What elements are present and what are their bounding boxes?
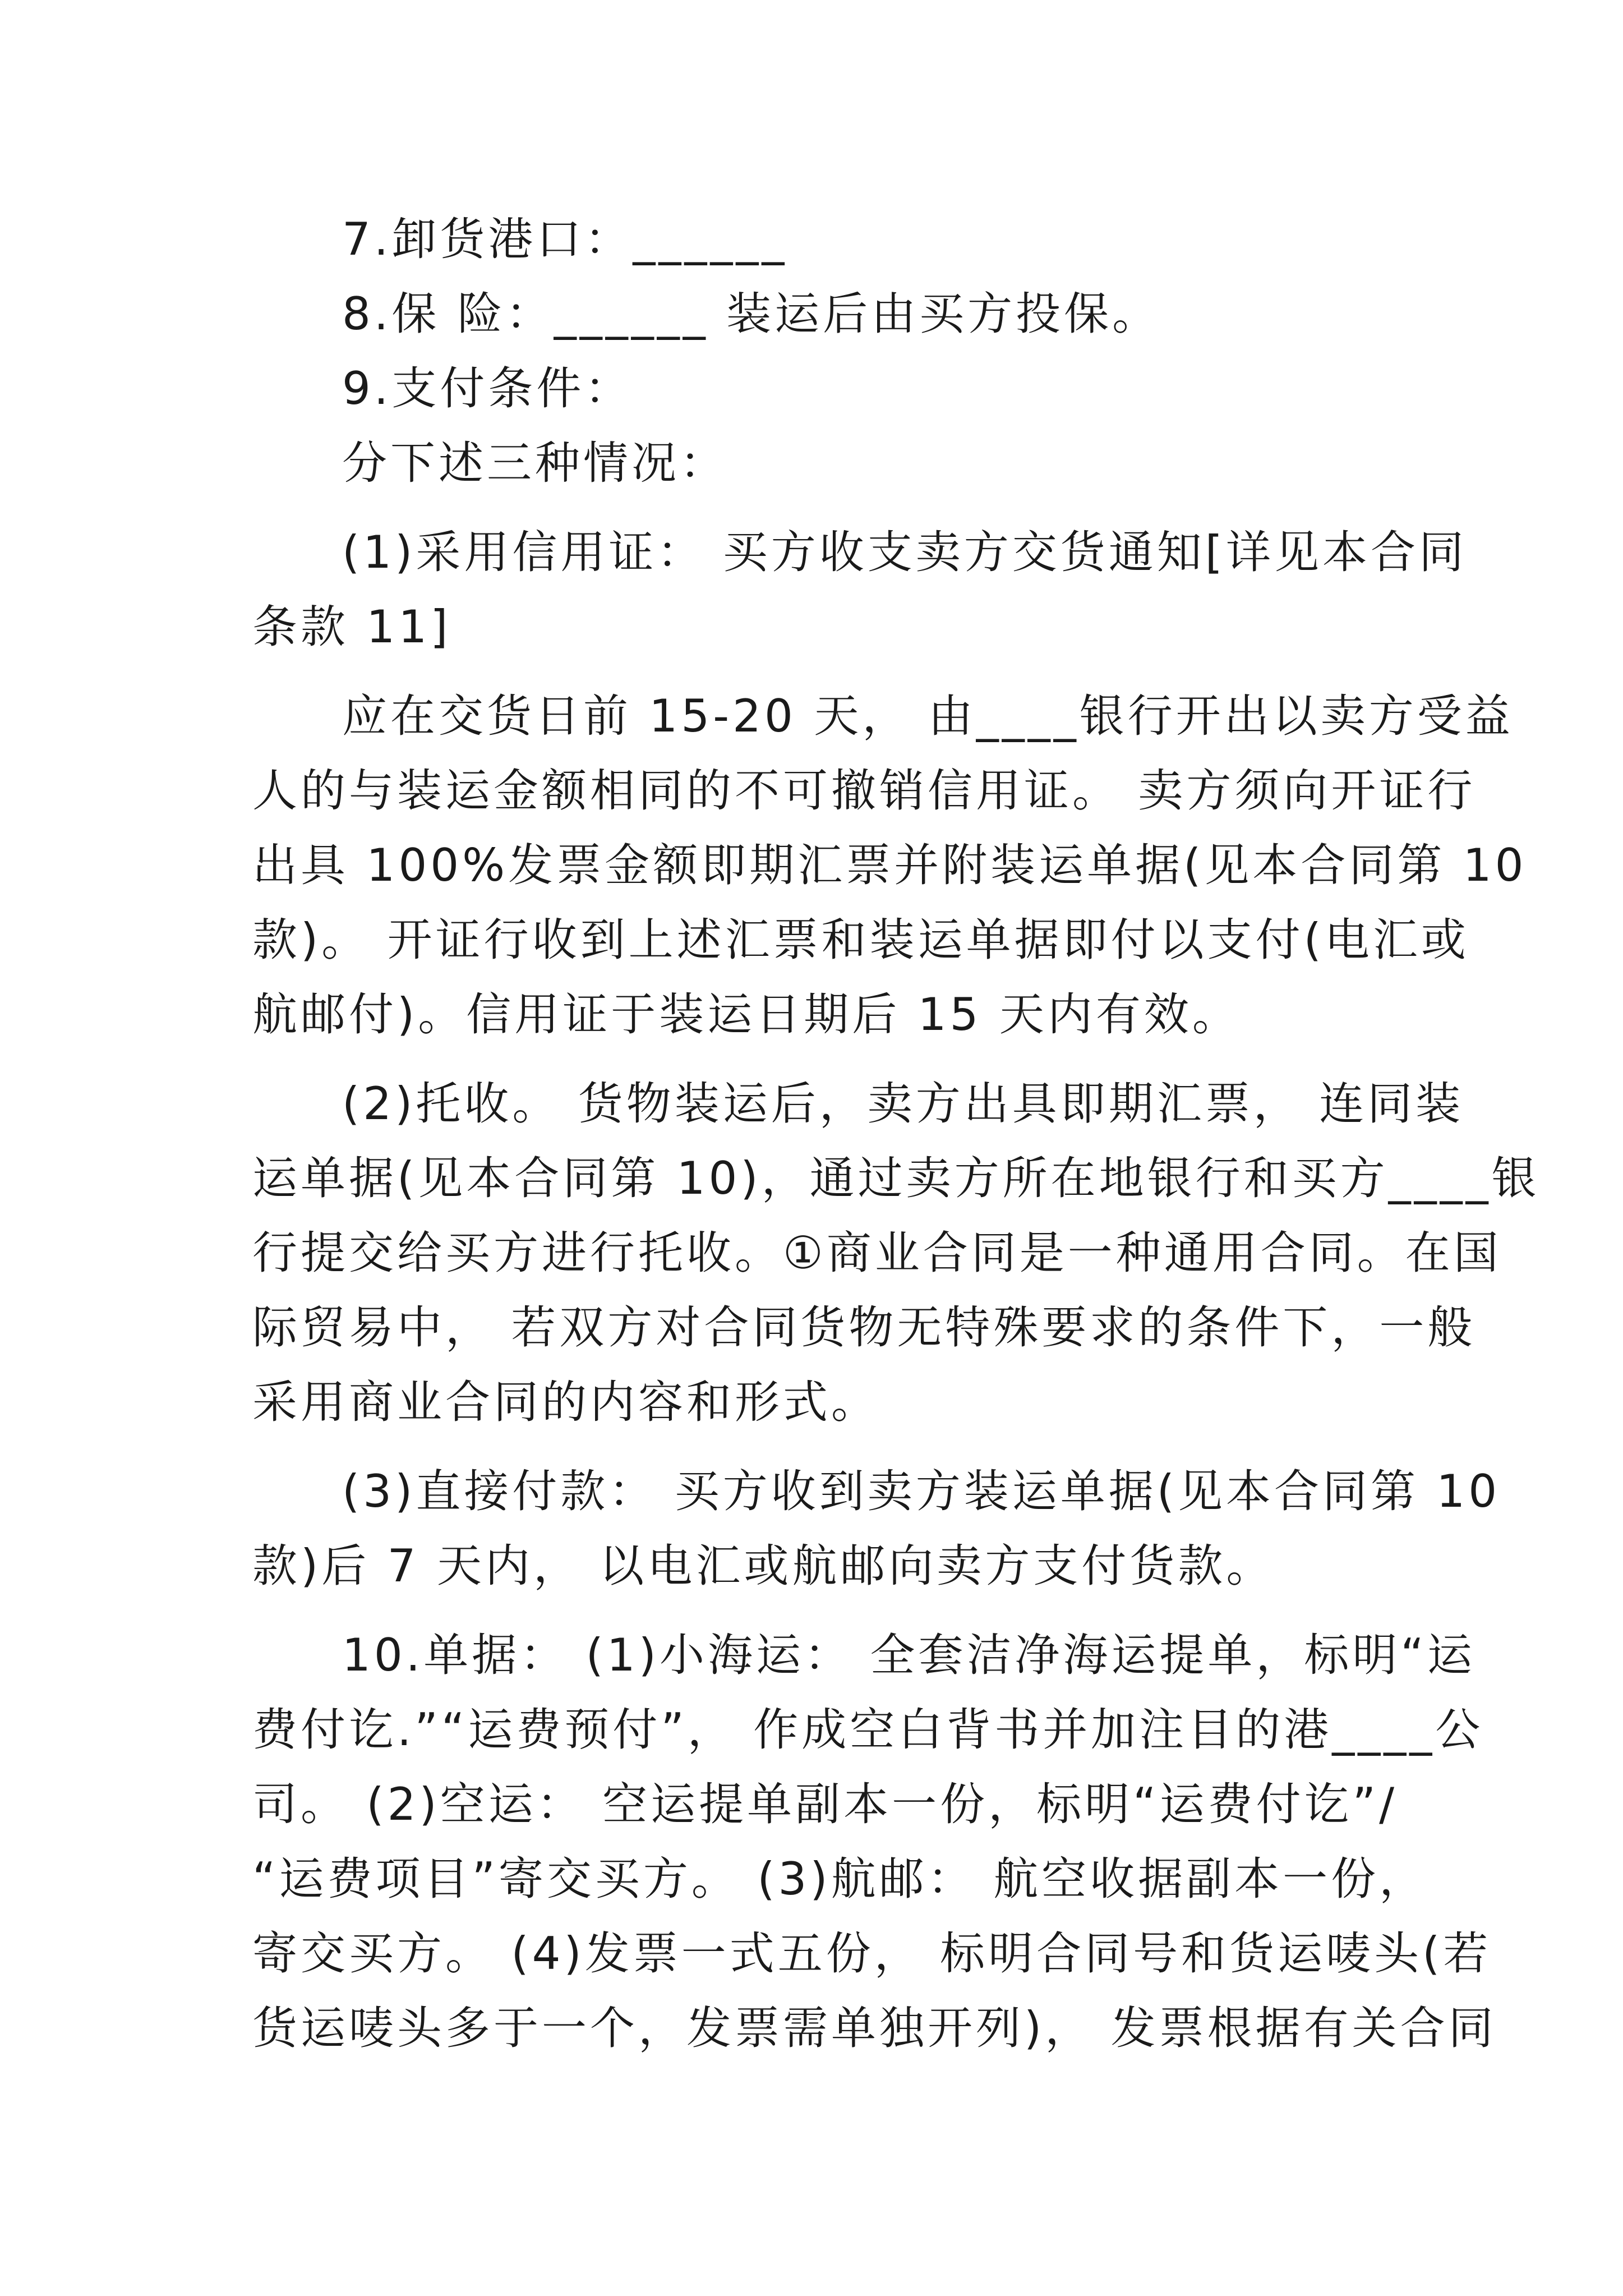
clause-8-line: 8.保 险：______ 装运后由买方投保。: [342, 288, 1161, 340]
collection-line-4: 际贸易中， 若双方对合同货物无特殊要求的条件下，一般: [252, 1301, 1476, 1354]
letter-of-credit-detail-line-3: 出具 100%发票金额即期汇票并附装运单据(见本合同第 10: [252, 839, 1527, 891]
clause-9-line: 9.支付条件：: [342, 362, 633, 415]
collection-line-5: 采用商业合同的内容和形式。: [252, 1376, 879, 1428]
documents-line-3: 司。 (2)空运： 空运提单副本一份，标明“运费付讫”/: [252, 1778, 1398, 1830]
collection-line-2: 运单据(见本合同第 10)，通过卖方所在地银行和买方____银: [252, 1152, 1540, 1204]
collection-line-3: 行提交给买方进行托收。①商业合同是一种通用合同。在国: [252, 1227, 1502, 1279]
direct-payment-line-2: 款)后 7 天内， 以电汇或航邮向卖方支付货款。: [252, 1540, 1275, 1592]
letter-of-credit-detail-line-1: 应在交货日前 15-20 天， 由____银行开出以卖方受益: [342, 690, 1514, 742]
clause-7-line: 7.卸货港口：______: [342, 213, 788, 265]
documents-line-2: 费付讫.”“运费预付”， 作成空白背书并加注目的港____公: [252, 1704, 1484, 1756]
documents-line-1: 10.单据： (1)小海运： 全套洁净海运提单，标明“运: [342, 1629, 1476, 1681]
letter-of-credit-detail-line-4: 款)。 开证行收到上述汇票和装运单据即付以支付(电汇或: [252, 914, 1469, 966]
payment-intro-line: 分下述三种情况：: [342, 437, 728, 489]
document-body: [252, 202, 1540, 2065]
letter-of-credit-line-2: 条款 11]: [252, 601, 451, 653]
collection-line-1: (2)托收。 货物装运后，卖方出具即期汇票， 连同装: [342, 1078, 1464, 1130]
documents-line-5: 寄交买方。 (4)发票一式五份， 标明合同号和货运唛头(若: [252, 1927, 1492, 1980]
letter-of-credit-detail-line-2: 人的与装运金额相同的不可撤销信用证。 卖方须向开证行: [252, 765, 1476, 817]
documents-line-6: 货运唛头多于一个，发票需单独开列)， 发票根据有关合同: [252, 2002, 1497, 2054]
letter-of-credit-line-1: (1)采用信用证： 买方收支卖方交货通知[详见本合同: [342, 526, 1467, 578]
direct-payment-line-1: (3)直接付款： 买方收到卖方装运单据(见本合同第 10: [342, 1465, 1501, 1517]
letter-of-credit-detail-line-5: 航邮付)。信用证于装运日期后 15 天内有效。: [252, 988, 1241, 1041]
documents-line-4: “运费项目”寄交买方。 (3)航邮： 航空收据副本一份，: [252, 1853, 1428, 1905]
